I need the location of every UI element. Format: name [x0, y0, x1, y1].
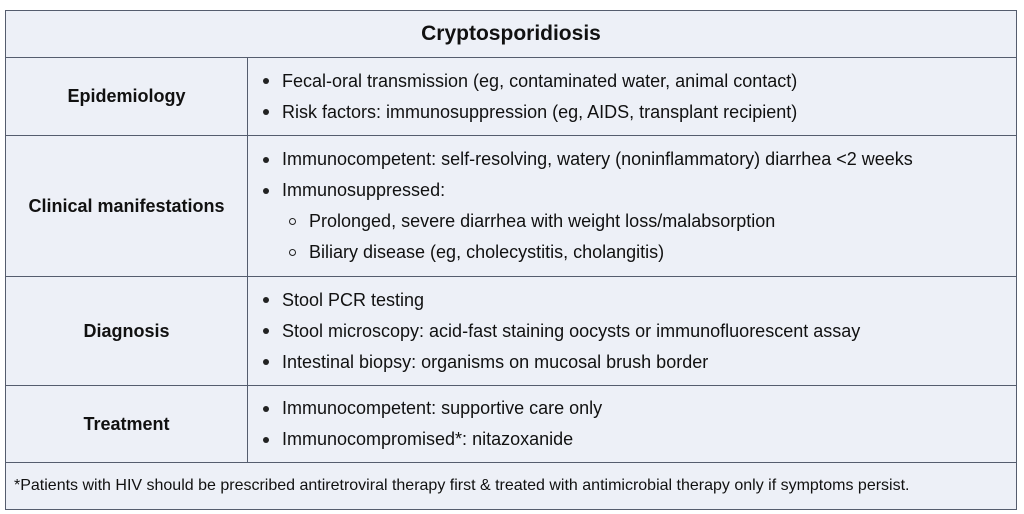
list-item: Risk factors: immunosuppression (eg, AIDS, transplant recipient): [259, 97, 1016, 128]
sub-list-item: Biliary disease (eg, cholecystitis, cholangitis): [259, 237, 1016, 268]
sub-list-item: Prolonged, severe diarrhea with weight loss/malabsorption: [259, 206, 1016, 237]
row-label: Clinical manifestations: [6, 136, 248, 276]
row-content: [248, 277, 1016, 385]
bullet-icon: [263, 359, 269, 365]
list-item: Immunocompetent: supportive care only: [259, 393, 1016, 424]
cryptosporidiosis-table: [5, 10, 1017, 510]
row-label: Diagnosis: [6, 277, 248, 385]
list-item: Immunocompetent: self-resolving, watery (noninflammatory) diarrhea <2 weeks: [259, 144, 1016, 175]
bullet-icon: [263, 437, 269, 443]
list-item: Stool PCR testing: [259, 285, 1016, 316]
bullet-icon: [263, 328, 269, 334]
hollow-bullet-icon: [289, 218, 296, 225]
bullet-icon: [263, 297, 269, 303]
bullet-icon: [263, 109, 269, 115]
list-item: Stool microscopy: acid-fast staining oocysts or immunofluorescent assay: [259, 316, 1016, 347]
row-diagnosis: [6, 277, 1016, 386]
row-label: Treatment: [6, 386, 248, 462]
bullet-icon: [263, 157, 269, 163]
row-label: Epidemiology: [6, 58, 248, 135]
row-content: [248, 386, 1016, 462]
list-item: Intestinal biopsy: organisms on mucosal brush border: [259, 347, 1016, 378]
footnote: *Patients with HIV should be prescribed antiretroviral therapy first & treated with antimicrobial therapy only if symptoms persist.: [14, 477, 910, 494]
row-content: [248, 136, 1016, 276]
list-item: Immunocompromised*: nitazoxanide: [259, 424, 1016, 455]
list-item: Immunosuppressed:: [259, 175, 1016, 206]
hollow-bullet-icon: [289, 249, 296, 256]
row-epidemiology: [6, 58, 1016, 136]
row-content: [248, 58, 1016, 135]
bullet-icon: [263, 188, 269, 194]
bullet-icon: [263, 78, 269, 84]
list-item: Fecal-oral transmission (eg, contaminated water, animal contact): [259, 66, 1016, 97]
bullet-icon: [263, 406, 269, 412]
row-clinical-manifestations: [6, 136, 1016, 277]
table-title: Cryptosporidiosis: [6, 11, 1016, 58]
row-treatment: [6, 386, 1016, 463]
